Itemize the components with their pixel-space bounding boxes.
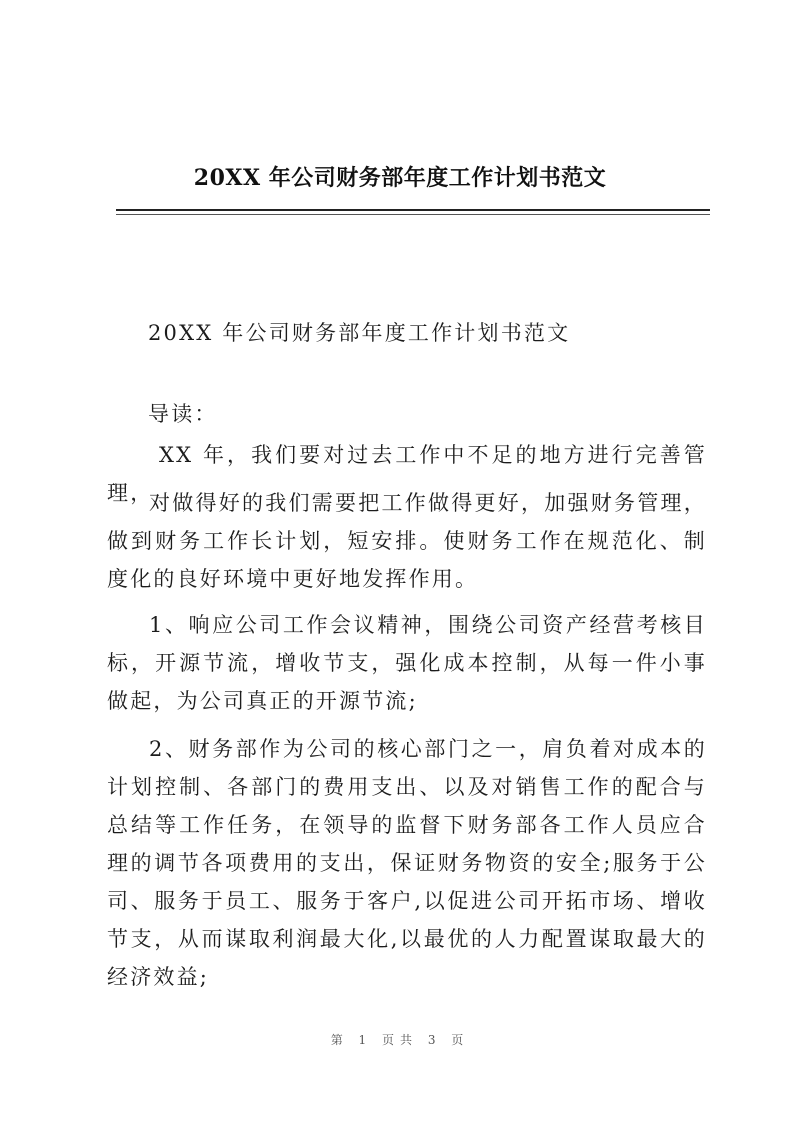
paragraph-1: 对做得好的我们需要把工作做得更好，加强财务管理，做到财务工作长计划，短安排。使财务工作在规范化、制度化的良好环境中更好地发挥作用。 <box>107 491 707 591</box>
paragraph-3: 2、财务部作为公司的核心部门之一，肩负着对成本的计划控制、各部门的费用支出、以及对销售工作的配合与总结等工作任务，在领导的监督下财务部各工作人员应合理的调节各项费用的支出，保证财务物资的安全;服务于公司、服务于员工、服务于客户,以促进公司开拓市场、增收节支，从而谋取利润最大化,以最优的人力配置谋取最大的经济效益; <box>107 737 707 989</box>
document-title: 20XX 年公司财务部年度工作计划书范文 <box>148 321 571 345</box>
header-rule-thin <box>116 214 710 215</box>
intro-label: 导读： <box>148 402 218 426</box>
page-footer: 第 1 页共 3 页 <box>330 1033 470 1047</box>
lead-paragraph: XX 年，我们要对过去工作中不足的地方进行完善管理， <box>107 443 707 505</box>
header-rule <box>116 209 710 211</box>
page-header-title: 20XX 年公司财务部年度工作计划书范文 <box>193 165 607 191</box>
paragraph-2: 1、响应公司工作会议精神，围绕公司资产经营考核目标，开源节流，增收节支，强化成本控制，从每一件小事做起，为公司真正的开源节流; <box>107 613 707 713</box>
